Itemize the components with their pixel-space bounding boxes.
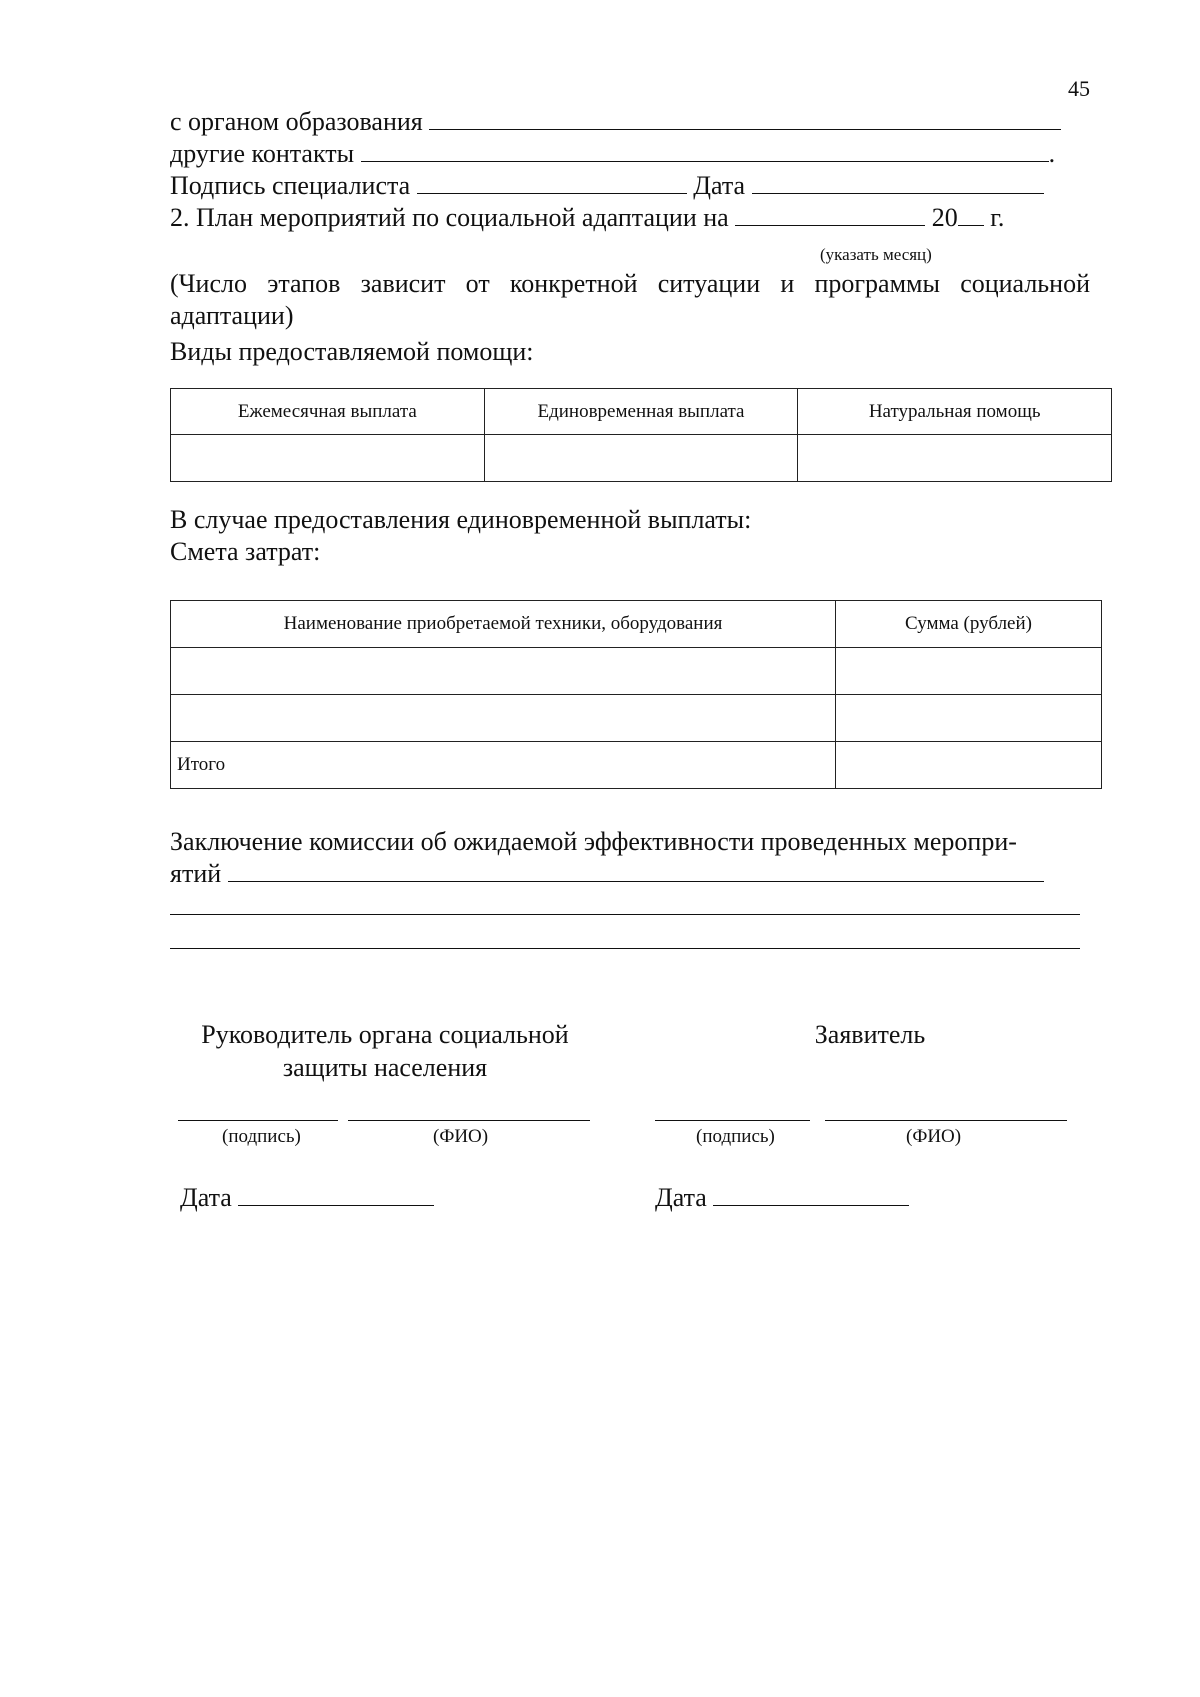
aid-types-label: Виды предоставляемой помощи: xyxy=(170,337,534,366)
applicant-date-field[interactable] xyxy=(713,1183,909,1206)
aid-types-entry-row xyxy=(171,435,1112,482)
one-time-label: В случае предоставления единовременной выплаты: xyxy=(170,505,752,534)
estimate-row xyxy=(171,648,1102,695)
aid-types-header-row xyxy=(171,389,1112,435)
aid-header-in-kind: Натуральная помощь xyxy=(798,389,1112,435)
applicant-name-caption: (ФИО) xyxy=(906,1126,962,1147)
estimate-item-cell[interactable] xyxy=(171,648,836,695)
estimate-label: Смета затрат: xyxy=(170,537,321,566)
education-contact-label: с органом образования xyxy=(170,107,423,136)
conclusion-line-1: Заключение комиссии об ожидаемой эффективности проведенных меропри- xyxy=(170,827,1017,856)
plan-month-field[interactable] xyxy=(735,203,925,226)
head-date-label: Дата xyxy=(180,1183,232,1212)
specialist-signature-row xyxy=(170,170,1044,202)
applicant-signature-caption: (подпись) xyxy=(696,1126,775,1147)
month-hint: (указать месяц) xyxy=(820,245,932,264)
specialist-signature-field[interactable] xyxy=(417,171,687,194)
estimate-total-label: Итого xyxy=(171,742,836,789)
applicant-title: Заявитель xyxy=(814,1020,926,1049)
aid-in-kind-cell[interactable] xyxy=(798,435,1112,482)
aid-header-monthly: Ежемесячная выплата xyxy=(171,389,485,435)
plan-year-suffix: г. xyxy=(990,203,1005,232)
estimate-total-sum-cell[interactable] xyxy=(836,742,1102,789)
other-contacts-label: другие контакты xyxy=(170,139,355,168)
conclusion-row-2 xyxy=(170,858,1044,890)
applicant-name-field[interactable] xyxy=(825,1120,1067,1121)
conclusion-field-3[interactable] xyxy=(170,948,1080,949)
head-signature-field[interactable] xyxy=(178,1120,338,1121)
conclusion-line-2: ятий xyxy=(170,859,222,888)
other-contacts-row xyxy=(170,138,1055,170)
other-contacts-field[interactable] xyxy=(361,139,1049,162)
estimate-header-row xyxy=(171,601,1102,648)
applicant-date-label: Дата xyxy=(655,1183,707,1212)
head-signature-caption: (подпись) xyxy=(222,1126,301,1147)
head-name-field[interactable] xyxy=(348,1120,590,1121)
head-title xyxy=(180,1018,590,1084)
estimate-table xyxy=(170,600,1102,789)
estimate-total-row xyxy=(171,742,1102,789)
head-name-caption: (ФИО) xyxy=(433,1126,489,1147)
aid-header-one-time: Единовременная выплата xyxy=(484,389,798,435)
other-contacts-end: . xyxy=(1048,139,1056,168)
page-number: 45 xyxy=(1068,76,1090,101)
estimate-header-sum: Сумма (рублей) xyxy=(836,601,1102,648)
plan-row xyxy=(170,202,1004,234)
conclusion-field-2[interactable] xyxy=(170,914,1080,915)
estimate-row xyxy=(171,695,1102,742)
estimate-item-cell[interactable] xyxy=(171,695,836,742)
stages-note: (Число этапов зависит от конкретной ситуации и программы социальной адаптации) xyxy=(170,269,1090,330)
plan-year-field[interactable] xyxy=(958,203,984,226)
specialist-signature-label: Подпись специалиста xyxy=(170,171,411,200)
head-title-line-2: защиты населения xyxy=(282,1053,488,1082)
head-title-line-1: Руководитель органа социальной xyxy=(201,1020,569,1049)
aid-one-time-cell[interactable] xyxy=(484,435,798,482)
estimate-header-item: Наименование приобретаемой техники, оборудования xyxy=(171,601,836,648)
education-contact-field[interactable] xyxy=(429,107,1061,130)
aid-monthly-cell[interactable] xyxy=(171,435,485,482)
estimate-sum-cell[interactable] xyxy=(836,648,1102,695)
head-date-field[interactable] xyxy=(238,1183,434,1206)
specialist-date-field[interactable] xyxy=(752,171,1044,194)
estimate-sum-cell[interactable] xyxy=(836,695,1102,742)
aid-types-table xyxy=(170,388,1112,482)
applicant-signature-field[interactable] xyxy=(655,1120,810,1121)
conclusion-field-1[interactable] xyxy=(228,859,1044,882)
plan-year-prefix: 20 xyxy=(931,203,958,232)
applicant-date-row xyxy=(655,1182,909,1214)
head-date-row xyxy=(180,1182,434,1214)
plan-label: 2. План мероприятий по социальной адаптации на xyxy=(170,203,729,232)
education-contact-row xyxy=(170,106,1061,138)
specialist-date-label: Дата xyxy=(693,171,746,200)
